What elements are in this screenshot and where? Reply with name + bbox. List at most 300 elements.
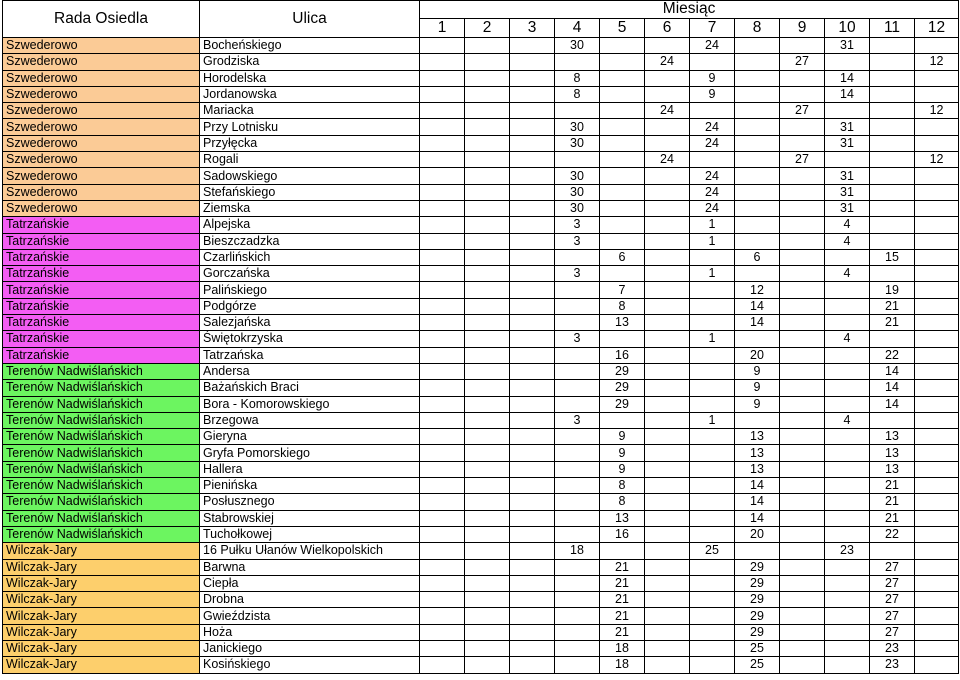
month-cell-1 [420, 543, 465, 559]
month-cell-5 [600, 38, 645, 54]
month-cell-2 [465, 135, 510, 151]
rada-cell: Wilczak-Jary [3, 592, 200, 608]
month-cell-3 [510, 559, 555, 575]
month-cell-12 [915, 38, 959, 54]
month-cell-10 [825, 461, 870, 477]
rada-cell: Tatrzańskie [3, 217, 200, 233]
month-cell-1 [420, 54, 465, 70]
month-header-5: 5 [600, 18, 645, 37]
month-cell-10 [825, 624, 870, 640]
month-cell-10 [825, 396, 870, 412]
rada-cell: Wilczak-Jary [3, 575, 200, 591]
month-cell-7: 1 [690, 233, 735, 249]
table-row [3, 445, 959, 461]
month-cell-1 [420, 461, 465, 477]
month-cell-4: 8 [555, 86, 600, 102]
month-cell-11: 21 [870, 315, 915, 331]
month-cell-8 [735, 135, 780, 151]
month-cell-6 [645, 592, 690, 608]
ulica-cell: Alpejska [200, 217, 420, 233]
month-cell-7 [690, 640, 735, 656]
month-cell-7: 1 [690, 266, 735, 282]
month-cell-5: 9 [600, 461, 645, 477]
month-cell-5: 8 [600, 478, 645, 494]
month-cell-4 [555, 510, 600, 526]
month-cell-9 [780, 233, 825, 249]
table-row [3, 103, 959, 119]
month-cell-12 [915, 510, 959, 526]
month-cell-12 [915, 478, 959, 494]
month-cell-9 [780, 429, 825, 445]
month-cell-2 [465, 526, 510, 542]
month-cell-4 [555, 152, 600, 168]
month-cell-4 [555, 494, 600, 510]
month-cell-6 [645, 282, 690, 298]
rada-cell: Terenów Nadwiślańskich [3, 445, 200, 461]
month-cell-6 [645, 168, 690, 184]
month-cell-1 [420, 119, 465, 135]
month-cell-11 [870, 412, 915, 428]
month-cell-10 [825, 592, 870, 608]
rada-cell: Terenów Nadwiślańskich [3, 363, 200, 379]
month-cell-11: 27 [870, 559, 915, 575]
month-cell-10 [825, 315, 870, 331]
rada-cell: Szwederowo [3, 200, 200, 216]
table-row [3, 624, 959, 640]
month-cell-1 [420, 412, 465, 428]
month-cell-4 [555, 478, 600, 494]
month-cell-8: 29 [735, 575, 780, 591]
month-cell-11 [870, 217, 915, 233]
month-cell-3 [510, 217, 555, 233]
table-row [3, 168, 959, 184]
month-cell-8 [735, 152, 780, 168]
ulica-cell: Podgórze [200, 298, 420, 314]
month-cell-6 [645, 478, 690, 494]
month-cell-6 [645, 331, 690, 347]
month-cell-1 [420, 363, 465, 379]
month-cell-7 [690, 445, 735, 461]
ulica-cell: Gorczańska [200, 266, 420, 282]
month-cell-9 [780, 624, 825, 640]
month-cell-7 [690, 592, 735, 608]
rada-cell: Szwederowo [3, 86, 200, 102]
month-cell-7 [690, 152, 735, 168]
month-cell-6: 24 [645, 103, 690, 119]
month-cell-9: 27 [780, 54, 825, 70]
month-cell-9 [780, 461, 825, 477]
ulica-cell: Brzegowa [200, 412, 420, 428]
month-cell-11 [870, 70, 915, 86]
table-body [3, 38, 959, 674]
month-cell-8: 6 [735, 249, 780, 265]
month-cell-5: 16 [600, 347, 645, 363]
month-cell-4: 3 [555, 331, 600, 347]
rada-cell: Wilczak-Jary [3, 640, 200, 656]
month-cell-9 [780, 543, 825, 559]
rada-cell: Tatrzańskie [3, 282, 200, 298]
month-cell-9 [780, 347, 825, 363]
month-cell-4 [555, 363, 600, 379]
ulica-cell: Grodziska [200, 54, 420, 70]
rada-cell: Szwederowo [3, 135, 200, 151]
month-cell-2 [465, 249, 510, 265]
ulica-cell: Drobna [200, 592, 420, 608]
month-cell-4 [555, 624, 600, 640]
month-cell-2 [465, 119, 510, 135]
month-cell-6 [645, 494, 690, 510]
month-cell-12 [915, 249, 959, 265]
month-cell-9 [780, 217, 825, 233]
month-cell-8: 14 [735, 494, 780, 510]
month-cell-8: 13 [735, 429, 780, 445]
rada-cell: Terenów Nadwiślańskich [3, 478, 200, 494]
month-cell-10 [825, 347, 870, 363]
table-row [3, 70, 959, 86]
table-row [3, 152, 959, 168]
rada-cell: Szwederowo [3, 184, 200, 200]
month-cell-4: 30 [555, 38, 600, 54]
month-cell-5 [600, 119, 645, 135]
month-cell-7: 1 [690, 331, 735, 347]
month-cell-3 [510, 119, 555, 135]
month-cell-7: 25 [690, 543, 735, 559]
month-cell-8 [735, 233, 780, 249]
month-cell-10 [825, 380, 870, 396]
month-cell-1 [420, 429, 465, 445]
month-cell-7 [690, 298, 735, 314]
month-cell-10 [825, 478, 870, 494]
month-cell-7: 1 [690, 412, 735, 428]
month-cell-10 [825, 363, 870, 379]
month-cell-5: 21 [600, 624, 645, 640]
month-cell-5 [600, 152, 645, 168]
month-cell-12 [915, 184, 959, 200]
table-row [3, 494, 959, 510]
month-cell-12 [915, 347, 959, 363]
month-cell-6 [645, 233, 690, 249]
month-cell-3 [510, 70, 555, 86]
ulica-cell: Bieszczadzka [200, 233, 420, 249]
month-cell-9 [780, 510, 825, 526]
month-cell-3 [510, 412, 555, 428]
month-cell-6 [645, 608, 690, 624]
month-cell-10: 4 [825, 266, 870, 282]
rada-cell: Szwederowo [3, 152, 200, 168]
month-cell-10: 4 [825, 217, 870, 233]
month-cell-9 [780, 135, 825, 151]
month-cell-8: 9 [735, 380, 780, 396]
table-row [3, 592, 959, 608]
month-cell-5 [600, 233, 645, 249]
month-cell-4: 30 [555, 168, 600, 184]
month-cell-11 [870, 54, 915, 70]
month-cell-2 [465, 70, 510, 86]
rada-cell: Terenów Nadwiślańskich [3, 396, 200, 412]
month-cell-1 [420, 494, 465, 510]
ulica-cell: Bażańskich Braci [200, 380, 420, 396]
month-cell-3 [510, 608, 555, 624]
month-cell-7 [690, 396, 735, 412]
ulica-cell: Ziemska [200, 200, 420, 216]
month-cell-6 [645, 559, 690, 575]
month-cell-7 [690, 478, 735, 494]
month-cell-10 [825, 282, 870, 298]
table-row [3, 412, 959, 428]
table-row [3, 543, 959, 559]
month-cell-8 [735, 266, 780, 282]
month-cell-2 [465, 347, 510, 363]
rada-cell: Terenów Nadwiślańskich [3, 526, 200, 542]
month-cell-5: 18 [600, 640, 645, 656]
ulica-cell: Rogali [200, 152, 420, 168]
month-cell-6 [645, 347, 690, 363]
month-cell-2 [465, 152, 510, 168]
month-cell-7 [690, 608, 735, 624]
month-cell-3 [510, 510, 555, 526]
rada-cell: Terenów Nadwiślańskich [3, 510, 200, 526]
month-cell-5: 21 [600, 575, 645, 591]
ulica-cell: Mariacka [200, 103, 420, 119]
month-cell-11: 21 [870, 494, 915, 510]
month-cell-6 [645, 363, 690, 379]
month-cell-7 [690, 575, 735, 591]
month-cell-4: 3 [555, 233, 600, 249]
month-cell-3 [510, 494, 555, 510]
month-cell-3 [510, 363, 555, 379]
month-cell-4 [555, 461, 600, 477]
month-cell-11: 27 [870, 608, 915, 624]
schedule-table [2, 0, 959, 674]
month-cell-7 [690, 54, 735, 70]
month-cell-2 [465, 38, 510, 54]
month-cell-3 [510, 282, 555, 298]
month-cell-6 [645, 510, 690, 526]
month-cell-4: 18 [555, 543, 600, 559]
month-cell-3 [510, 86, 555, 102]
month-cell-4 [555, 608, 600, 624]
month-cell-2 [465, 559, 510, 575]
month-cell-11: 23 [870, 640, 915, 656]
month-cell-4 [555, 282, 600, 298]
month-cell-5 [600, 135, 645, 151]
table-row [3, 298, 959, 314]
month-cell-12 [915, 70, 959, 86]
rada-cell: Szwederowo [3, 119, 200, 135]
month-cell-12 [915, 494, 959, 510]
month-cell-4 [555, 592, 600, 608]
month-cell-2 [465, 282, 510, 298]
month-cell-12 [915, 657, 959, 673]
month-cell-8: 13 [735, 461, 780, 477]
month-cell-11: 13 [870, 429, 915, 445]
month-cell-12: 12 [915, 152, 959, 168]
month-cell-9 [780, 445, 825, 461]
table-row [3, 266, 959, 282]
month-cell-3 [510, 184, 555, 200]
month-cell-1 [420, 624, 465, 640]
month-cell-8: 14 [735, 298, 780, 314]
month-cell-6 [645, 461, 690, 477]
column-header-ulica: Ulica [200, 1, 420, 38]
month-cell-6 [645, 624, 690, 640]
month-cell-1 [420, 608, 465, 624]
month-cell-10 [825, 657, 870, 673]
month-cell-2 [465, 103, 510, 119]
month-cell-10: 4 [825, 331, 870, 347]
month-cell-10: 4 [825, 233, 870, 249]
month-cell-3 [510, 478, 555, 494]
month-cell-4 [555, 249, 600, 265]
month-cell-12 [915, 445, 959, 461]
rada-cell: Wilczak-Jary [3, 559, 200, 575]
month-cell-3 [510, 461, 555, 477]
month-cell-12 [915, 217, 959, 233]
month-cell-10 [825, 575, 870, 591]
ulica-cell: Przyłęcka [200, 135, 420, 151]
month-cell-8 [735, 103, 780, 119]
month-cell-5: 29 [600, 363, 645, 379]
month-cell-3 [510, 54, 555, 70]
month-cell-8 [735, 70, 780, 86]
month-cell-8: 9 [735, 396, 780, 412]
month-cell-12 [915, 315, 959, 331]
month-cell-7 [690, 103, 735, 119]
month-cell-11: 27 [870, 592, 915, 608]
month-cell-2 [465, 233, 510, 249]
month-cell-8: 14 [735, 315, 780, 331]
table-row [3, 429, 959, 445]
month-cell-2 [465, 608, 510, 624]
ulica-cell: Kosińskiego [200, 657, 420, 673]
month-cell-11 [870, 184, 915, 200]
month-cell-10 [825, 640, 870, 656]
month-cell-6 [645, 445, 690, 461]
month-cell-10: 14 [825, 86, 870, 102]
month-cell-12 [915, 298, 959, 314]
month-cell-2 [465, 380, 510, 396]
month-cell-2 [465, 217, 510, 233]
ulica-cell: 16 Pułku Ułanów Wielkopolskich [200, 543, 420, 559]
month-cell-12 [915, 640, 959, 656]
rada-cell: Wilczak-Jary [3, 624, 200, 640]
month-cell-6 [645, 380, 690, 396]
month-cell-1 [420, 168, 465, 184]
month-cell-8: 25 [735, 640, 780, 656]
month-header-3: 3 [510, 18, 555, 37]
month-header-11: 11 [870, 18, 915, 37]
month-cell-2 [465, 494, 510, 510]
month-cell-7: 1 [690, 217, 735, 233]
rada-cell: Szwederowo [3, 38, 200, 54]
month-header-7: 7 [690, 18, 735, 37]
month-cell-9 [780, 640, 825, 656]
rada-cell: Tatrzańskie [3, 233, 200, 249]
month-cell-5: 29 [600, 380, 645, 396]
month-cell-3 [510, 331, 555, 347]
month-cell-5 [600, 168, 645, 184]
month-cell-2 [465, 575, 510, 591]
rada-cell: Terenów Nadwiślańskich [3, 412, 200, 428]
month-cell-1 [420, 592, 465, 608]
month-cell-11 [870, 119, 915, 135]
month-cell-12 [915, 592, 959, 608]
rada-cell: Terenów Nadwiślańskich [3, 429, 200, 445]
month-cell-1 [420, 445, 465, 461]
month-cell-5 [600, 412, 645, 428]
month-cell-1 [420, 315, 465, 331]
ulica-cell: Andersa [200, 363, 420, 379]
month-cell-11: 14 [870, 380, 915, 396]
month-header-4: 4 [555, 18, 600, 37]
month-cell-12 [915, 380, 959, 396]
month-cell-2 [465, 412, 510, 428]
month-cell-12: 12 [915, 103, 959, 119]
month-cell-11 [870, 152, 915, 168]
month-cell-3 [510, 298, 555, 314]
month-cell-2 [465, 200, 510, 216]
month-cell-11: 27 [870, 624, 915, 640]
month-cell-10: 31 [825, 168, 870, 184]
month-cell-7 [690, 461, 735, 477]
month-cell-2 [465, 54, 510, 70]
month-cell-5 [600, 70, 645, 86]
table-row [3, 657, 959, 673]
month-cell-11: 19 [870, 282, 915, 298]
ulica-cell: Barwna [200, 559, 420, 575]
month-cell-2 [465, 86, 510, 102]
month-cell-10 [825, 54, 870, 70]
month-cell-3 [510, 315, 555, 331]
month-cell-1 [420, 657, 465, 673]
month-cell-3 [510, 168, 555, 184]
month-cell-11: 14 [870, 396, 915, 412]
month-cell-9 [780, 412, 825, 428]
month-header-1: 1 [420, 18, 465, 37]
month-cell-4: 30 [555, 184, 600, 200]
month-cell-8 [735, 412, 780, 428]
table-row [3, 608, 959, 624]
month-cell-4 [555, 315, 600, 331]
month-cell-2 [465, 429, 510, 445]
table-row [3, 478, 959, 494]
month-cell-4: 3 [555, 412, 600, 428]
month-cell-9: 27 [780, 103, 825, 119]
month-cell-3 [510, 396, 555, 412]
table-row [3, 233, 959, 249]
month-cell-11: 23 [870, 657, 915, 673]
month-cell-5: 8 [600, 494, 645, 510]
month-cell-7: 9 [690, 86, 735, 102]
month-cell-7 [690, 624, 735, 640]
month-cell-9: 27 [780, 152, 825, 168]
month-cell-6 [645, 429, 690, 445]
month-cell-7: 24 [690, 184, 735, 200]
ulica-cell: Gieryna [200, 429, 420, 445]
month-cell-7 [690, 249, 735, 265]
month-cell-10 [825, 608, 870, 624]
month-cell-2 [465, 624, 510, 640]
month-cell-4 [555, 429, 600, 445]
table-row [3, 526, 959, 542]
month-cell-4 [555, 640, 600, 656]
month-cell-3 [510, 592, 555, 608]
rada-cell: Terenów Nadwiślańskich [3, 461, 200, 477]
month-cell-2 [465, 640, 510, 656]
month-cell-10 [825, 103, 870, 119]
month-cell-10 [825, 429, 870, 445]
month-cell-3 [510, 543, 555, 559]
